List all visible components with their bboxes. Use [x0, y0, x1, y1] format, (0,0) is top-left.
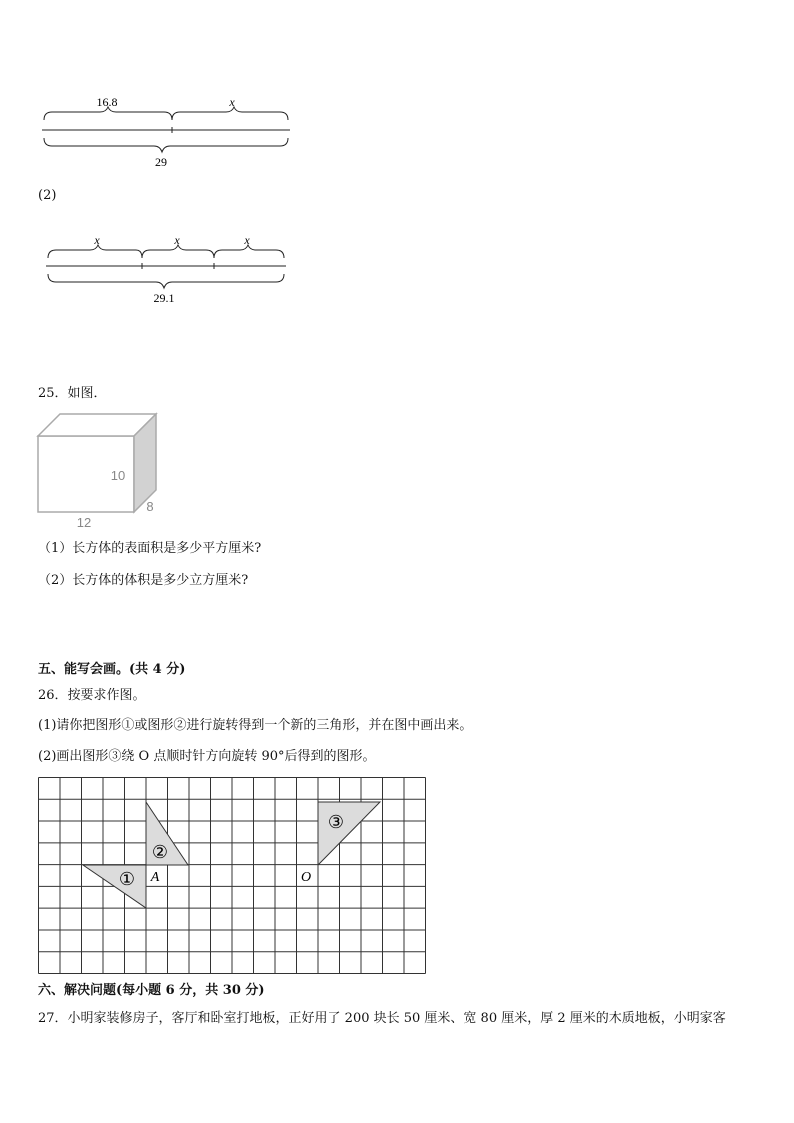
shape3-label: ③	[327, 812, 345, 832]
point-a-label: A	[150, 870, 160, 885]
diagram2-top-label-2: x	[174, 233, 180, 247]
diagram1-bottom-brace	[44, 138, 288, 152]
diagram2-bottom-label: 29.1	[153, 291, 175, 305]
rotation-grid	[38, 777, 426, 974]
section6-heading: 六、解决问题(每小题 6 分，共 30 分)	[38, 983, 265, 998]
q25-sub2: （2）长方体的体积是多少立方厘米?	[38, 573, 249, 588]
cuboid-width-label: 8	[146, 499, 154, 514]
diagram2-bottom-brace	[48, 274, 284, 288]
shape2-label: ②	[151, 842, 169, 862]
cuboid-length-label: 12	[76, 515, 92, 530]
q25-title: 25．如图．	[38, 386, 107, 401]
q27-text: 27．小明家装修房子，客厅和卧室打地板，正好用了 200 块长 50 厘米、宽 80 厘米，厚 2 厘米的木质地板，小明家客	[38, 1011, 726, 1026]
diagram2-top-label-3: x	[244, 233, 250, 247]
section5-heading: 五、能写会画。(共 4 分)	[38, 662, 186, 677]
segment-diagram-2	[42, 228, 292, 310]
cuboid-figure	[36, 410, 166, 532]
point-o-label: O	[300, 870, 312, 885]
q26-title: 26．按要求作图。	[38, 688, 146, 703]
q26-sub1: (1)请你把图形①或图形②进行旋转得到一个新的三角形，并在图中画出来。	[38, 718, 473, 733]
q26-sub2: (2)画出图形③绕 O 点顺时针方向旋转 90°后得到的图形。	[38, 749, 376, 764]
cuboid-height-label: 10	[110, 468, 126, 483]
shape1-label: ①	[118, 869, 136, 889]
diagram1-top-right-label: x	[229, 95, 235, 109]
segment-diagram-1	[36, 90, 296, 172]
q25-sub1: （1）长方体的表面积是多少平方厘米?	[38, 541, 262, 556]
diagram2-top-label-1: x	[94, 233, 100, 247]
part2-label: (2)	[38, 188, 57, 203]
diagram2-top-brace-3	[214, 245, 284, 258]
diagram1-top-left-label: 16.8	[96, 95, 118, 109]
diagram1-bottom-label: 29	[155, 155, 167, 169]
